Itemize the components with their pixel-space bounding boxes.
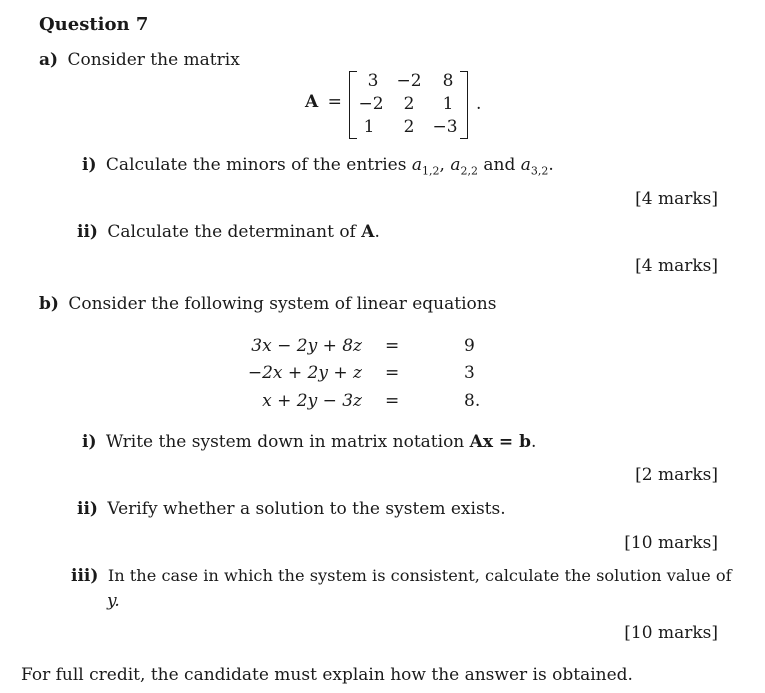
entry-a12	[411, 155, 440, 178]
part-b-i-label: i)	[82, 432, 97, 452]
part-b-intro-text: Consider the following system of linear equations	[68, 294, 497, 314]
part-a-intro	[39, 50, 240, 70]
entry-symbol: a	[520, 155, 531, 175]
part-b-iii-text: In the case in which the system is consistent, calculate the solution value of	[107, 566, 732, 585]
part-a-i	[82, 155, 554, 177]
matrix-cell: −2	[396, 71, 422, 91]
matrix-period: .	[476, 94, 482, 114]
period: .	[548, 155, 554, 175]
part-b-iii-text-cont: y.	[107, 591, 120, 611]
matrix-notation: Ax = b	[469, 432, 531, 452]
entry-index: 3,2	[530, 164, 549, 178]
matrix-a	[349, 71, 468, 137]
equation-system	[247, 336, 505, 416]
part-a-i-text: Calculate the minors of the entries	[105, 155, 412, 175]
separator: and	[477, 155, 521, 175]
marks-a-ii: [4 marks]	[635, 256, 718, 276]
part-a-ii	[77, 222, 380, 242]
entry-index: 1,2	[422, 164, 440, 178]
equation-rhs: 8.	[464, 391, 481, 411]
entry-index: 2,2	[460, 164, 478, 178]
part-a-intro-text: Consider the matrix	[67, 50, 240, 70]
equation-rhs: 9	[464, 336, 475, 356]
part-a-ii-label: ii)	[77, 222, 98, 242]
part-b-iii	[71, 566, 732, 586]
equation-row	[247, 363, 505, 387]
matrix-equals: =	[327, 92, 342, 112]
matrix-label	[305, 92, 342, 112]
part-a-i-label: i)	[82, 155, 97, 175]
marks-b-i: [2 marks]	[635, 465, 718, 485]
equation-lhs: 3x − 2y + 8z	[251, 336, 362, 356]
entry-symbol: a	[450, 155, 461, 175]
entry-a22	[450, 155, 478, 178]
matrix-cell: 8	[442, 71, 454, 91]
equation-equals: =	[385, 391, 400, 411]
question-title: Question 7	[39, 14, 149, 35]
equation-lhs: x + 2y − 3z	[262, 391, 362, 411]
matrix-cell: 3	[367, 71, 379, 91]
footer-note: For full credit, the candidate must explain how the answer is obtained.	[21, 665, 633, 685]
marks-b-ii: [10 marks]	[624, 533, 718, 553]
part-a-ii-text: Calculate the determinant of	[107, 222, 362, 242]
part-b-ii-text: Verify whether a solution to the system exists.	[107, 499, 506, 519]
period: .	[374, 222, 380, 242]
matrix-cell: −2	[358, 94, 384, 114]
period: .	[530, 432, 537, 452]
part-a-label: a)	[39, 50, 59, 70]
equation-equals: =	[385, 363, 400, 383]
matrix-cell: 1	[442, 94, 454, 114]
matrix-cell: 2	[403, 117, 415, 137]
equation-equals: =	[385, 336, 400, 356]
part-b-i-text: Write the system down in matrix notation	[105, 432, 470, 452]
entry-a32	[520, 155, 549, 178]
marks-a-i: [4 marks]	[635, 189, 718, 209]
matrix-cell: 1	[363, 117, 375, 137]
part-b-ii	[77, 499, 506, 519]
equation-lhs: −2x + 2y + z	[247, 363, 362, 383]
matrix-symbol: A	[361, 222, 375, 242]
part-b-iii-label: iii)	[71, 566, 99, 586]
matrix-cell: 2	[403, 94, 415, 114]
part-b-intro	[39, 294, 496, 314]
matrix-cell: −3	[432, 117, 458, 137]
entry-symbol: a	[411, 155, 422, 175]
separator: ,	[439, 155, 451, 175]
marks-b-iii: [10 marks]	[624, 623, 718, 643]
part-b-ii-label: ii)	[77, 499, 98, 519]
matrix-name: A	[305, 92, 319, 112]
equation-row	[251, 336, 505, 360]
equation-rhs: 3	[464, 363, 475, 383]
part-b-label: b)	[39, 294, 59, 314]
equation-row	[262, 391, 505, 415]
part-b-i	[82, 432, 536, 452]
